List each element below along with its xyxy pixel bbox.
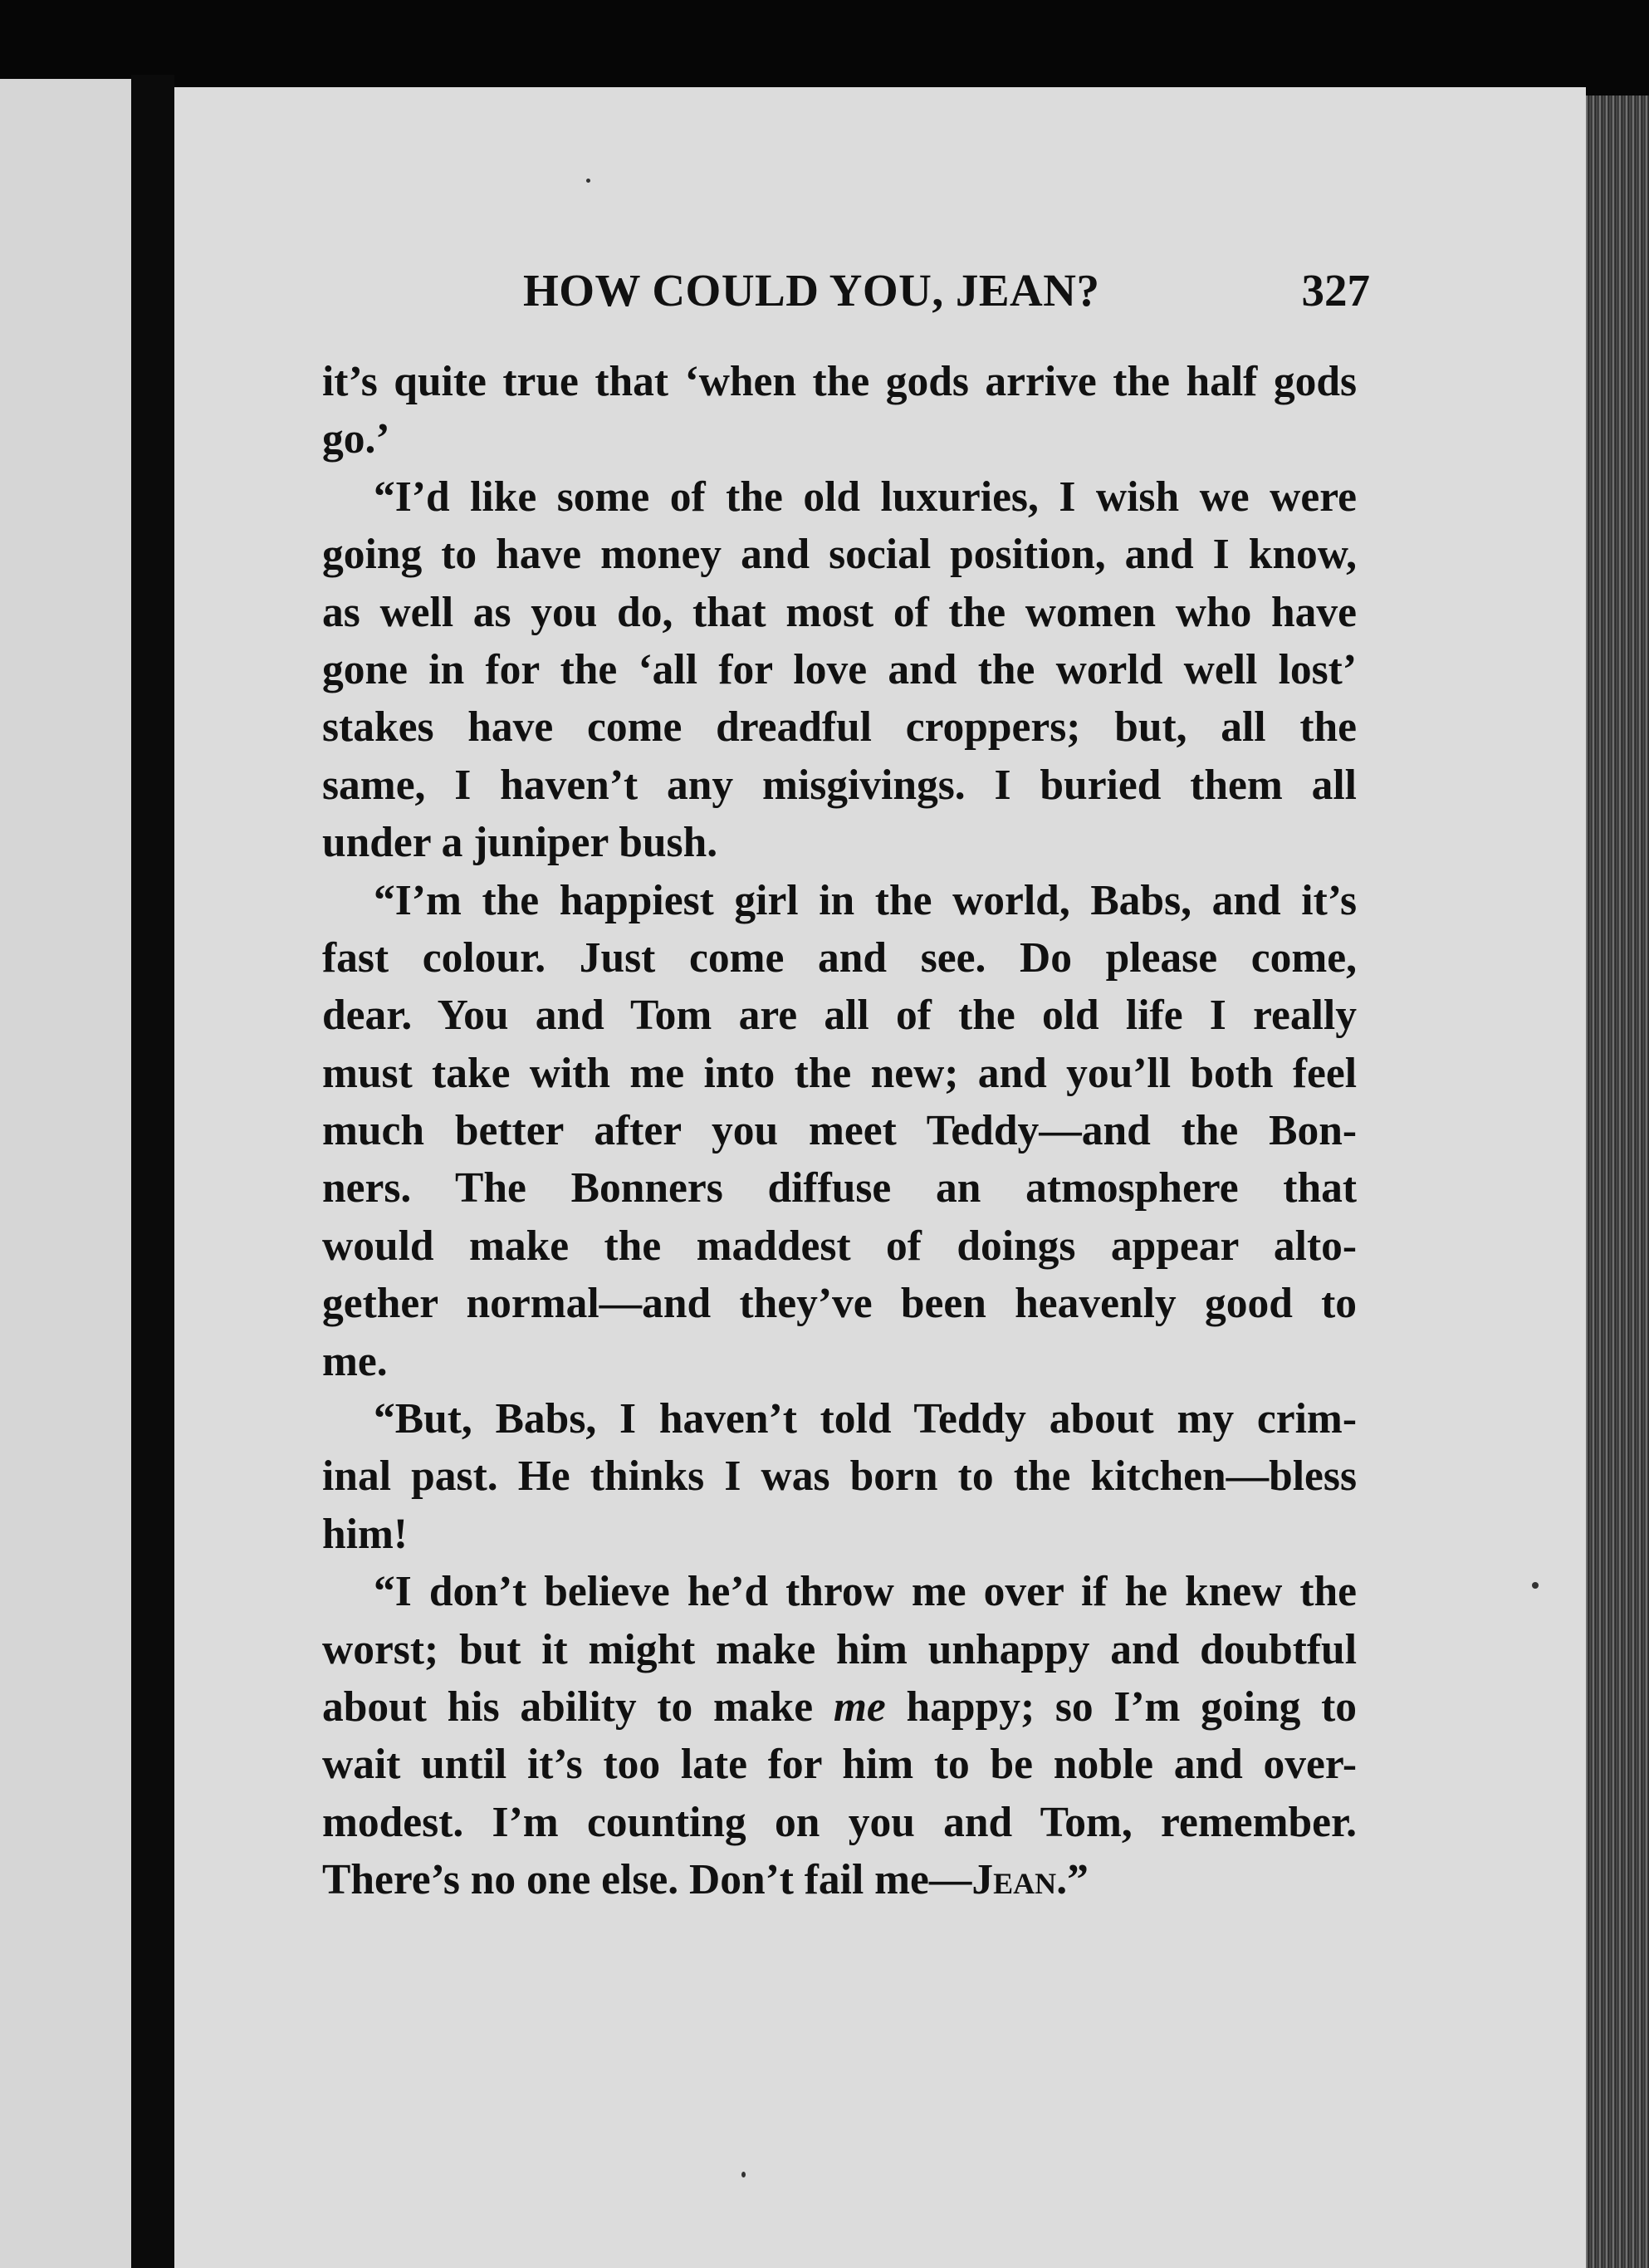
text-line: much better after you meet Teddy—and the Bon-: [322, 1107, 1357, 1155]
text-line: wait until it’s too late for him to be noble and over-: [322, 1741, 1357, 1789]
text-line: stakes have come dreadful croppers; but, all the: [322, 703, 1357, 752]
text-line: it’s quite true that ‘when the gods arrive the half gods: [322, 358, 1357, 405]
text-line: fast colour. Just come and see. Do please come,: [322, 933, 1357, 982]
text-line: “I’d like some of the old luxuries, I wish we were: [374, 473, 1357, 521]
text-line: gone in for the ‘all for love and the world well lost’: [322, 645, 1357, 693]
body-text: [322, 353, 1357, 1909]
text-line: worst; but it might make him unhappy and doubtful: [322, 1625, 1357, 1673]
text-segment: .”: [1056, 1856, 1089, 1904]
text-line: me.: [322, 1337, 388, 1385]
text-line: [322, 1851, 1357, 1908]
text-line: would make the maddest of doings appear alto-: [322, 1222, 1357, 1270]
italic-word: me: [833, 1683, 886, 1731]
text-line: “I don’t believe he’d throw me over if he knew the: [374, 1568, 1357, 1616]
text-line: go.’: [322, 415, 390, 463]
page-stack-edge: [1582, 96, 1649, 2268]
book-gutter: [131, 75, 174, 2268]
text-line: same, I haven’t any misgivings. I buried them all: [322, 761, 1357, 809]
text-line: [322, 1678, 1357, 1736]
text-line: under a juniper bush.: [322, 819, 718, 867]
text-line: inal past. He thinks I was born to the kitchen—bless: [322, 1452, 1357, 1501]
text-segment: about his ability to make: [322, 1683, 814, 1731]
dust-speck: [741, 2172, 746, 2177]
running-title: HOW COULD YOU, JEAN?: [523, 265, 1100, 316]
text-segment: There’s no one else. Don’t fail me—: [322, 1856, 972, 1904]
text-line: as well as you do, that most of the women who have: [322, 588, 1357, 636]
text-line: must take with me into the new; and you’ll both feel: [322, 1049, 1357, 1097]
signature-name: Jean: [971, 1856, 1057, 1904]
text-line: gether normal—and they’ve been heavenly good to: [322, 1280, 1357, 1328]
text-line: going to have money and social position, and I know,: [322, 531, 1357, 579]
dust-speck: [1532, 1582, 1539, 1589]
facing-page-edge: [0, 79, 131, 2268]
dust-speck: [586, 179, 590, 183]
text-line: dear. You and Tom are all of the old life I really: [322, 992, 1357, 1040]
text-line: modest. I’m counting on you and Tom, remember.: [322, 1798, 1357, 1846]
text-line: him!: [322, 1510, 408, 1558]
running-head: [324, 264, 1370, 331]
text-line: ners. The Bonners diffuse an atmosphere that: [322, 1164, 1357, 1212]
page-number: 327: [1301, 265, 1370, 316]
text-line: “But, Babs, I haven’t told Teddy about my crim-: [374, 1395, 1357, 1443]
text-segment: happy; so I’m going to: [906, 1683, 1357, 1731]
text-line: “I’m the happiest girl in the world, Babs, and it’s: [374, 876, 1357, 924]
